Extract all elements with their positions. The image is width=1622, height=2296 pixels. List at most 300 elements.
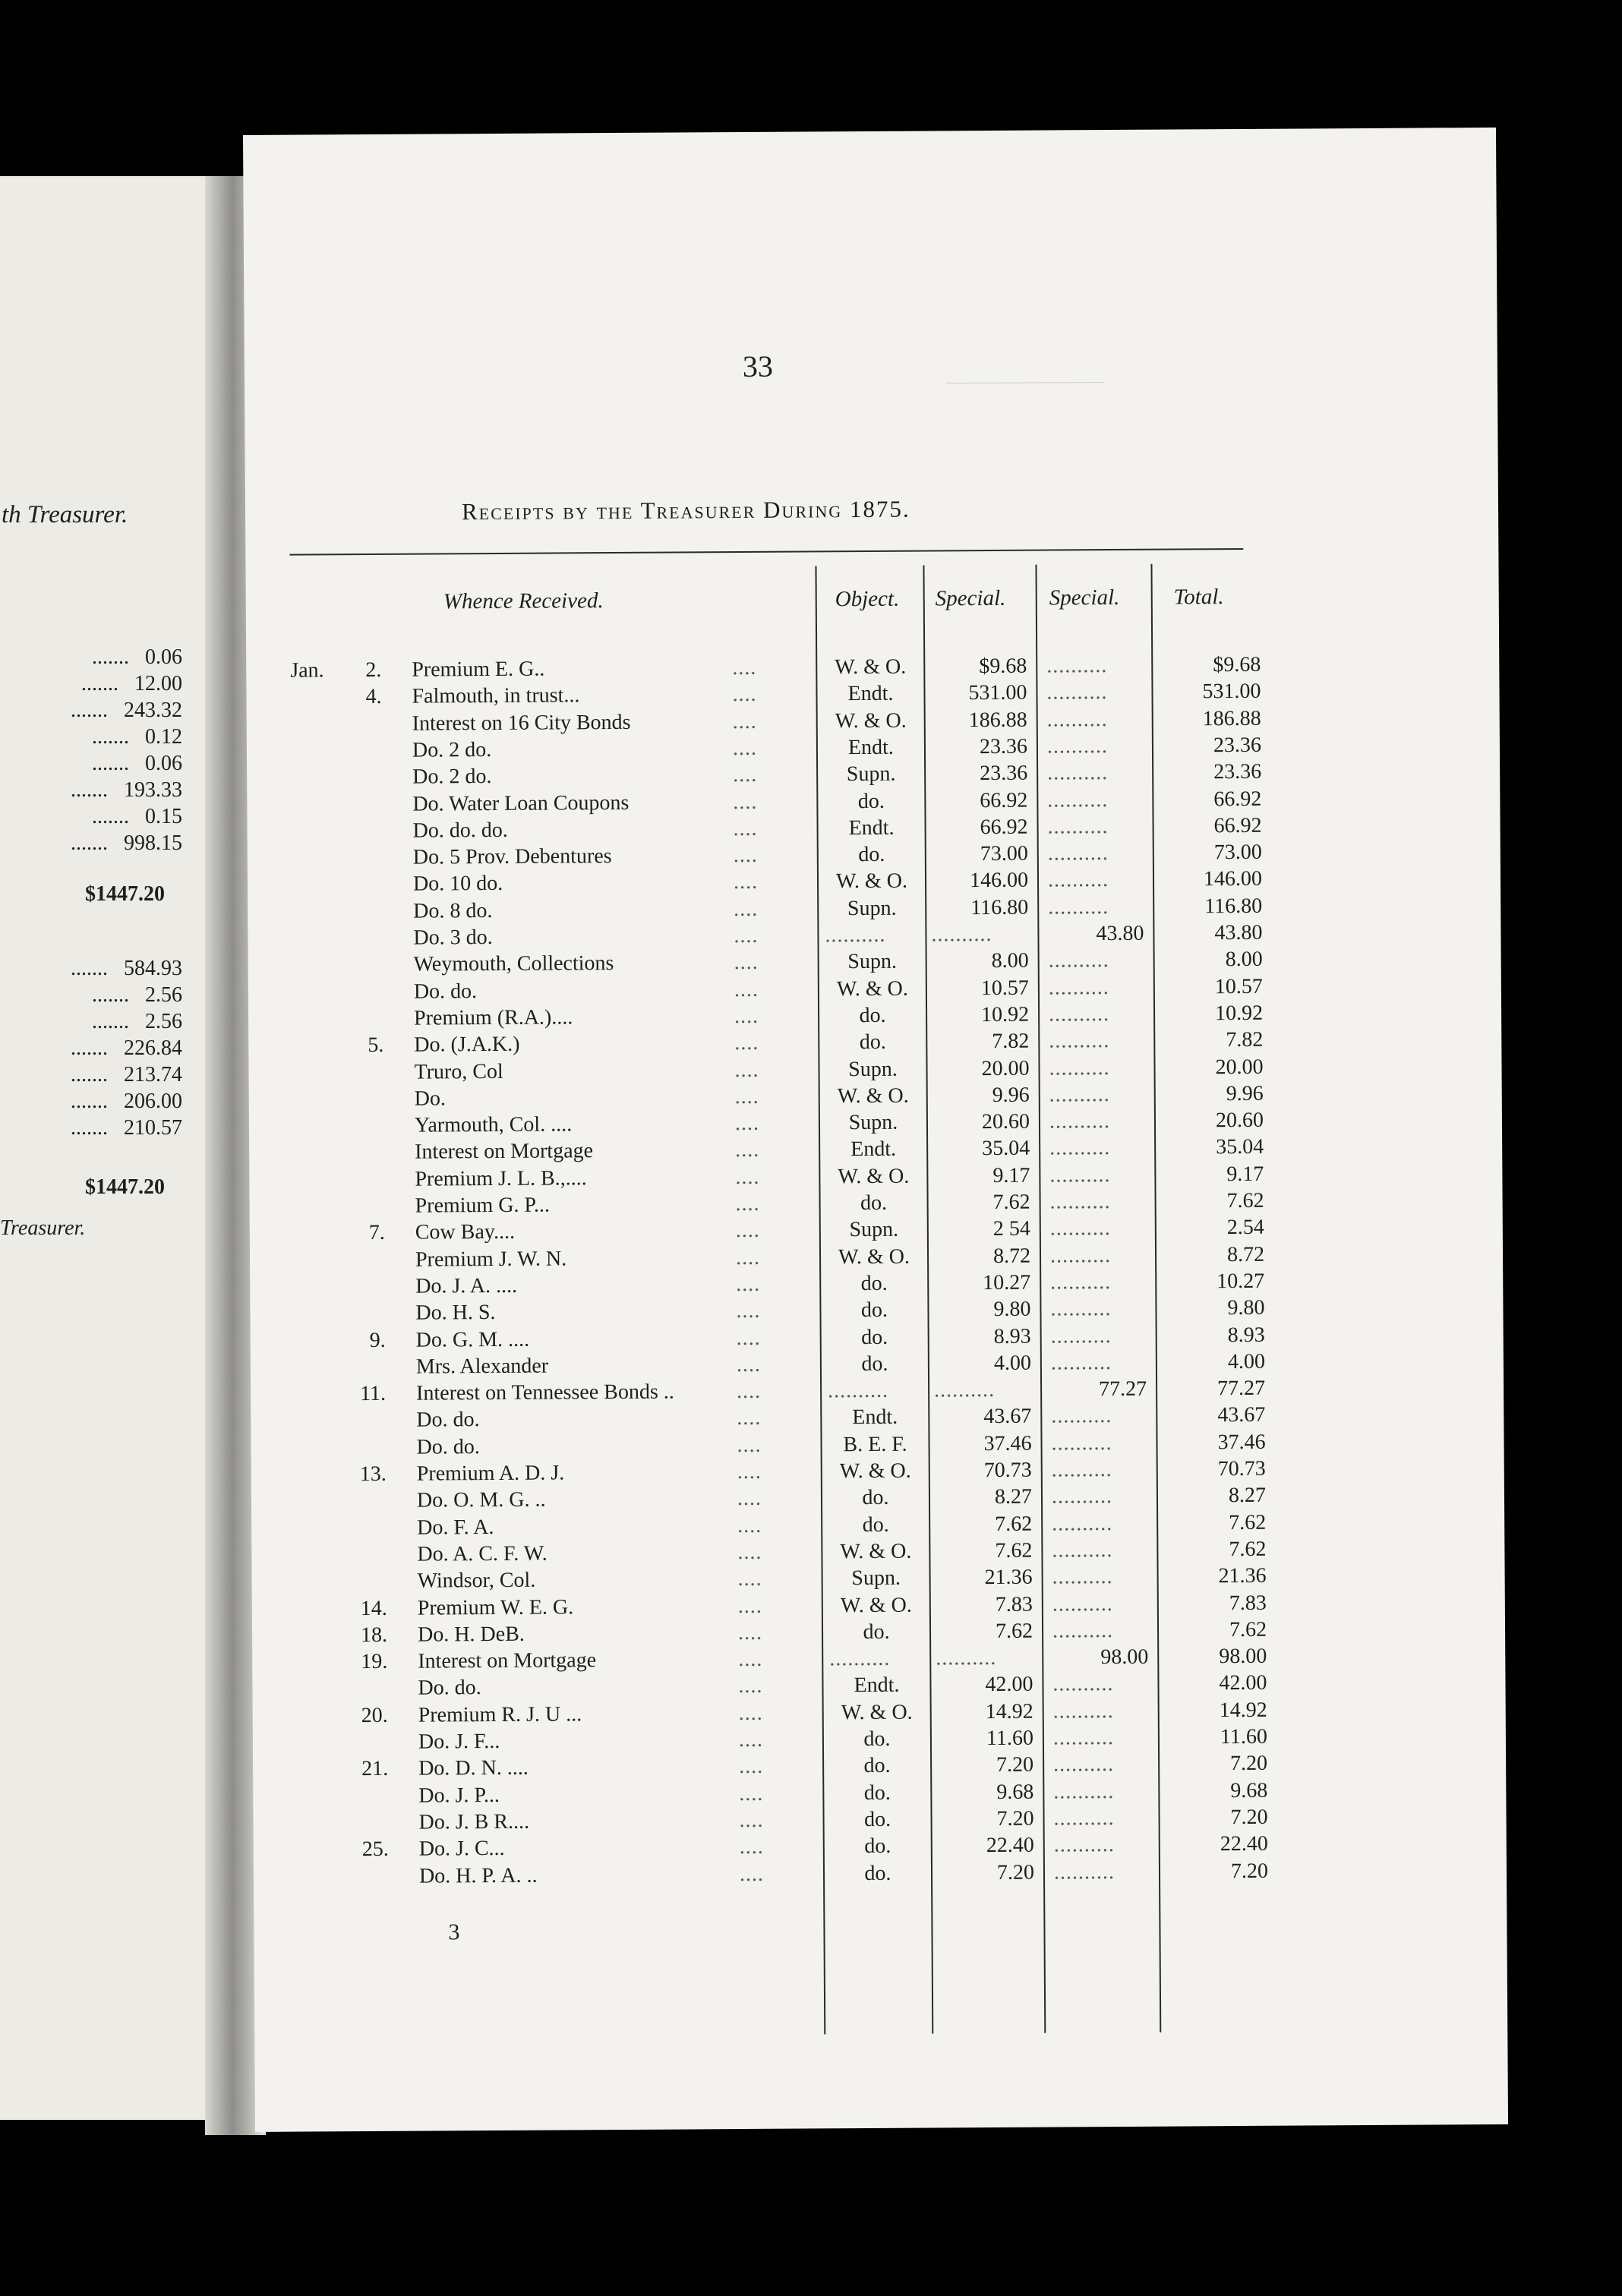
entry-total: 66.92 — [1213, 787, 1262, 812]
entry-object: W. & O. — [837, 1083, 909, 1109]
entry-object: do. — [863, 1620, 890, 1645]
leader-dots: .... — [737, 1620, 763, 1645]
leader-dots: .... — [735, 1245, 761, 1270]
entry-description: Do. 3 do. — [413, 926, 493, 950]
entry-object: Supn. — [848, 1057, 898, 1082]
entry-description: Interest on Tennessee Bonds .. — [416, 1380, 674, 1405]
entry-special-1: 70.73 — [983, 1458, 1032, 1483]
entry-object: W. & O. — [841, 1700, 913, 1725]
entry-description: Do. (J.A.K.) — [414, 1032, 520, 1057]
entry-description: Do. A. C. F. W. — [417, 1541, 548, 1566]
entry-total: 146.00 — [1203, 866, 1263, 891]
entry-object: W. & O. — [835, 708, 907, 733]
entry-special-1: 8.72 — [992, 1244, 1031, 1268]
leader-dots: .... — [733, 762, 758, 787]
leader-dots: .... — [739, 1808, 764, 1833]
leader-dots: .......... — [1049, 1163, 1111, 1187]
leader-dots: .......... — [1053, 1833, 1115, 1857]
entry-special-1: 10.57 — [980, 976, 1029, 1001]
entry-special-1: 7.83 — [995, 1592, 1033, 1616]
entry-total: 10.57 — [1214, 974, 1263, 999]
entry-special-1: 10.92 — [981, 1002, 1030, 1027]
entry-total: 10.92 — [1214, 1001, 1264, 1026]
leader-dots: .......... — [1053, 1752, 1115, 1777]
left-page-total-2: $1447.20 — [85, 1175, 165, 1199]
entry-description: Premium R. J. U ... — [418, 1702, 582, 1727]
sheet-number: 3 — [448, 1919, 460, 1945]
entry-object: Supn. — [846, 762, 896, 787]
entry-object: do. — [863, 1780, 891, 1806]
leader-dots: .... — [732, 709, 757, 734]
leader-dots: .......... — [1052, 1512, 1113, 1536]
entry-total: 2.54 — [1226, 1215, 1264, 1240]
rule-special-2 — [1035, 565, 1046, 2033]
leader-dots: .... — [737, 1594, 762, 1619]
leader-dots: .......... — [1049, 1056, 1110, 1080]
leader-dots: .... — [732, 655, 757, 680]
entry-special-1: 22.40 — [986, 1833, 1034, 1858]
entry-description: Do. J. F... — [418, 1729, 500, 1754]
entry-special-1: 8.93 — [993, 1324, 1031, 1348]
entry-object: do. — [861, 1351, 888, 1377]
leader-dots: .... — [733, 790, 758, 815]
entry-description: Premium J. W. N. — [415, 1247, 567, 1272]
entry-special-1: 14.92 — [985, 1699, 1033, 1724]
entry-special-1: 186.88 — [968, 708, 1027, 733]
entry-description: Do. Water Loan Coupons — [412, 790, 630, 816]
left-page-value: ....... 0.15 — [92, 805, 182, 828]
page-title: Receipts by the Treasurer During 1875. — [461, 495, 910, 525]
entry-description: Interest on Mortgage — [418, 1648, 597, 1673]
entry-day: 18. — [360, 1623, 388, 1648]
entry-total: 9.80 — [1227, 1295, 1265, 1320]
leader-dots: .... — [734, 897, 759, 922]
leader-dots: .... — [736, 1326, 761, 1351]
entry-object: W. & O. — [835, 869, 908, 894]
entry-total: 4.00 — [1227, 1349, 1265, 1374]
entry-special-1: 7.62 — [992, 1190, 1030, 1214]
entry-object: do. — [860, 1298, 888, 1323]
entry-object: do. — [863, 1753, 891, 1778]
entry-description: Do. O. M. G. .. — [416, 1487, 546, 1512]
leader-dots: .... — [734, 1084, 759, 1109]
left-page-value: ....... 998.15 — [71, 831, 182, 855]
leader-dots: .......... — [1053, 1860, 1116, 1884]
entry-total: 9.96 — [1226, 1081, 1264, 1106]
entry-object: Endt. — [854, 1673, 900, 1698]
entry-total: 11.60 — [1220, 1724, 1268, 1749]
entry-description: Premium J. L. B.,.... — [415, 1166, 587, 1191]
leader-dots: .... — [734, 950, 759, 975]
entry-description: Do. J. B R.... — [418, 1809, 530, 1834]
entry-description: Truro, Col — [414, 1059, 503, 1084]
leader-dots: .... — [735, 1191, 760, 1216]
leader-dots: .......... — [825, 922, 886, 948]
leader-dots: .......... — [936, 1645, 997, 1670]
entry-special-1: 35.04 — [982, 1136, 1030, 1161]
entry-object: Supn. — [851, 1566, 901, 1591]
left-page-value: ....... 243.32 — [71, 699, 182, 722]
leader-dots: .... — [735, 1218, 760, 1243]
entry-special-1: 11.60 — [986, 1726, 1034, 1751]
entry-description: Premium G. P... — [415, 1193, 551, 1218]
leader-dots: .......... — [1052, 1592, 1113, 1616]
leader-dots: .... — [737, 1433, 762, 1458]
entry-total: 77.27 — [1217, 1376, 1266, 1401]
entry-special-1: 2 54 — [992, 1216, 1030, 1241]
entry-special-1: 21.36 — [984, 1565, 1033, 1590]
entry-description: Do. 5 Prov. Debentures — [412, 844, 612, 869]
entry-special-1: 9.96 — [992, 1083, 1030, 1107]
leader-dots: .... — [735, 1165, 760, 1190]
entry-total: 8.27 — [1228, 1483, 1267, 1508]
entry-total: 8.00 — [1225, 947, 1263, 972]
leader-dots: .......... — [1046, 680, 1108, 705]
entry-total: 98.00 — [1219, 1644, 1267, 1669]
entry-object: do. — [859, 1003, 886, 1028]
entry-total: 42.00 — [1219, 1670, 1267, 1695]
leader-dots: .... — [738, 1647, 763, 1672]
entry-total: 23.36 — [1213, 759, 1262, 784]
leader-dots: .... — [733, 843, 758, 868]
entry-total: 22.40 — [1220, 1831, 1268, 1856]
entry-special-1: 9.68 — [996, 1780, 1034, 1804]
entry-special-1: 7.20 — [996, 1860, 1035, 1884]
leader-dots: .......... — [934, 1377, 996, 1402]
entry-object: W. & O. — [840, 1539, 912, 1564]
entry-day: 14. — [360, 1596, 387, 1621]
entry-total: 7.20 — [1230, 1751, 1268, 1776]
leader-dots: .......... — [1051, 1484, 1113, 1509]
entry-description: Do. F. A. — [417, 1515, 494, 1540]
entry-object: W. & O. — [835, 654, 907, 680]
entry-total: 7.20 — [1230, 1859, 1269, 1884]
entry-total: 37.46 — [1217, 1430, 1266, 1455]
leader-dots: .... — [733, 869, 759, 894]
entry-total: 21.36 — [1218, 1563, 1267, 1588]
col-head-total: Total. — [1173, 585, 1224, 610]
entry-description: Falmouth, in trust... — [412, 683, 580, 708]
leader-dots: .... — [738, 1673, 763, 1698]
entry-description: Yarmouth, Col. .... — [414, 1112, 573, 1137]
entry-description: Do. 10 do. — [412, 871, 503, 896]
leader-dots: .... — [737, 1405, 762, 1430]
entry-total: 23.36 — [1213, 733, 1262, 758]
entry-day: 7. — [368, 1220, 385, 1245]
entry-day: 4. — [365, 684, 382, 709]
leader-dots: .......... — [1047, 815, 1109, 839]
entry-description: Do. H. DeB. — [417, 1622, 525, 1647]
leader-dots: .... — [735, 1137, 760, 1162]
entry-object: W. & O. — [840, 1593, 912, 1618]
left-page-value: ....... 0.06 — [92, 645, 182, 669]
entry-description: Premium W. E. G. — [417, 1595, 574, 1620]
entry-object: do. — [862, 1512, 889, 1538]
entry-object: do. — [864, 1834, 891, 1859]
entry-total: 531.00 — [1202, 679, 1261, 704]
entry-description: Do. 2 do. — [412, 738, 492, 762]
entry-special-1: 531.00 — [968, 680, 1027, 705]
entry-special-1: 7.82 — [992, 1029, 1030, 1053]
left-page-value: ....... 206.00 — [71, 1090, 182, 1113]
entry-total: 116.80 — [1204, 894, 1263, 919]
leader-dots: .......... — [1050, 1270, 1112, 1295]
leader-dots: .... — [736, 1352, 761, 1377]
leader-dots: .......... — [1048, 1002, 1110, 1027]
leader-dots: .......... — [1047, 761, 1109, 785]
leader-dots: .... — [737, 1540, 762, 1565]
entry-special-1: 7.20 — [996, 1752, 1034, 1777]
entry-total: 7.20 — [1230, 1805, 1268, 1830]
facing-left-page — [0, 176, 220, 2120]
leader-dots: .......... — [1048, 976, 1109, 1000]
leader-dots: .......... — [829, 1646, 891, 1671]
leader-dots: .......... — [1046, 654, 1108, 678]
entry-description: Do. J. C... — [418, 1836, 505, 1861]
entry-total: 8.93 — [1227, 1323, 1265, 1348]
leader-dots: .......... — [1047, 868, 1109, 892]
entry-object: do. — [864, 1861, 891, 1886]
leader-dots: .... — [737, 1379, 762, 1404]
entry-special-2: 98.00 — [1100, 1645, 1149, 1670]
leader-dots: .......... — [1046, 708, 1108, 732]
entry-day: 11. — [360, 1381, 387, 1406]
entry-object: do. — [858, 842, 885, 867]
entry-total: 35.04 — [1216, 1134, 1264, 1159]
entry-object: Endt. — [847, 735, 894, 760]
entry-object: Supn. — [847, 949, 898, 974]
left-page-value: ....... 226.84 — [71, 1036, 182, 1060]
col-head-special-2: Special. — [1049, 585, 1120, 610]
leader-dots: .... — [734, 1058, 759, 1083]
col-head-whence: Whence Received. — [443, 588, 604, 614]
entry-object: B. E. F. — [843, 1432, 907, 1457]
entry-special-1: 23.36 — [980, 761, 1028, 786]
entry-day: 19. — [361, 1649, 388, 1674]
leader-dots: .......... — [1049, 1083, 1110, 1107]
entry-total: 7.62 — [1229, 1537, 1267, 1562]
entry-total: 7.62 — [1229, 1510, 1267, 1535]
entry-description: Premium E. G.. — [412, 657, 545, 682]
entry-object: do. — [861, 1325, 888, 1350]
entry-special-1: 7.62 — [995, 1619, 1033, 1643]
leader-dots: .......... — [1049, 1136, 1111, 1160]
entry-description: Mrs. Alexander — [415, 1354, 549, 1379]
entry-object: Supn. — [847, 896, 897, 921]
entry-day: 20. — [361, 1703, 388, 1728]
entry-special-1: 20.00 — [981, 1056, 1030, 1081]
ledger-page — [243, 128, 1508, 2132]
entry-total: 43.80 — [1214, 920, 1263, 945]
entry-special-1: 8.00 — [991, 948, 1029, 973]
entry-special-1: 8.27 — [994, 1484, 1033, 1509]
leader-dots: .......... — [1051, 1458, 1112, 1482]
entry-special-1: 9.80 — [993, 1297, 1031, 1321]
entry-description: Cow Bay.... — [415, 1219, 516, 1244]
leader-dots: .......... — [1052, 1538, 1113, 1563]
leader-dots: .... — [739, 1834, 764, 1859]
col-head-special-1: Special. — [935, 585, 1006, 611]
entry-special-1: 4.00 — [993, 1351, 1031, 1375]
leader-dots: .......... — [1049, 1190, 1111, 1214]
page-number: 33 — [742, 348, 774, 383]
entry-total: 73.00 — [1213, 840, 1262, 865]
entry-description: Do. do. — [416, 1435, 480, 1459]
entry-object: do. — [859, 1030, 886, 1055]
entry-object: do. — [860, 1191, 888, 1216]
leader-dots: .......... — [1052, 1565, 1113, 1589]
entry-special-2: 77.27 — [1099, 1377, 1147, 1402]
left-page-value: ....... 12.00 — [81, 672, 182, 695]
left-page-value: ....... 2.56 — [92, 1010, 182, 1033]
entry-special-1: 7.62 — [995, 1538, 1033, 1563]
entry-object: W. & O. — [839, 1459, 911, 1484]
entry-description: Do. do. do. — [412, 818, 508, 843]
entry-day: 13. — [359, 1462, 387, 1487]
leader-dots: .... — [733, 816, 758, 841]
entry-object: Supn. — [849, 1217, 899, 1242]
leader-dots: .......... — [1049, 1244, 1112, 1268]
entry-special-1: 42.00 — [985, 1672, 1033, 1697]
entry-total: 66.92 — [1213, 813, 1262, 838]
entry-special-1: 9.17 — [992, 1163, 1030, 1187]
entry-description: Do. 2 do. — [412, 765, 492, 789]
leader-dots: .... — [737, 1486, 762, 1511]
entry-description: Do. do. — [418, 1676, 481, 1700]
entry-total: 7.62 — [1226, 1188, 1264, 1213]
bleed-through-text: ‾‾‾‾‾‾‾‾‾‾‾‾‾‾‾‾‾‾‾‾‾‾ — [946, 380, 1103, 405]
entry-special-1: 73.00 — [980, 841, 1028, 866]
left-page-value: ....... 2.56 — [92, 983, 182, 1007]
entry-special-1: 10.27 — [983, 1270, 1031, 1295]
left-page-value: ....... 0.06 — [92, 752, 182, 775]
leader-dots: .......... — [1050, 1297, 1112, 1321]
entry-total: $9.68 — [1213, 652, 1261, 677]
month-label: Jan. — [290, 658, 324, 683]
leader-dots: .......... — [1049, 1029, 1110, 1053]
leader-dots: .... — [732, 736, 758, 761]
entry-object: W. & O. — [836, 976, 908, 1001]
entry-object: Endt. — [848, 815, 895, 840]
leader-dots: .... — [736, 1272, 761, 1297]
entry-total: 10.27 — [1216, 1269, 1265, 1294]
left-page-header: th Treasurer. — [2, 501, 128, 528]
entry-description: Do. G. M. .... — [415, 1327, 530, 1352]
leader-dots: .......... — [1049, 1216, 1111, 1241]
entry-description: Do. do. — [413, 979, 478, 1004]
entry-object: W. & O. — [838, 1244, 910, 1269]
entry-object: do. — [863, 1727, 891, 1752]
entry-object: Supn. — [848, 1110, 898, 1135]
entry-total: 70.73 — [1217, 1456, 1266, 1481]
leader-dots: .... — [734, 1030, 759, 1055]
left-page-value: ....... 210.57 — [71, 1116, 182, 1140]
leader-dots: .... — [734, 1111, 760, 1136]
title-rule — [289, 548, 1243, 556]
entry-special-1: $9.68 — [979, 654, 1027, 679]
entry-object: W. & O. — [838, 1164, 910, 1189]
entry-special-1: 23.36 — [979, 734, 1028, 759]
entry-object: do. — [857, 789, 885, 814]
leader-dots: .......... — [1050, 1351, 1112, 1375]
leader-dots: .... — [737, 1566, 762, 1591]
entry-total: 7.62 — [1229, 1617, 1267, 1642]
leader-dots: .......... — [1052, 1726, 1115, 1750]
entry-description: Do. J. A. .... — [415, 1273, 518, 1298]
leader-dots: .......... — [1052, 1699, 1114, 1724]
entry-object: do. — [863, 1807, 891, 1832]
leader-dots: .... — [739, 1781, 764, 1806]
leader-dots: .... — [739, 1754, 764, 1779]
left-page-value: ....... 584.93 — [71, 957, 182, 980]
leader-dots: .......... — [1046, 734, 1109, 758]
leader-dots: .... — [737, 1513, 762, 1538]
entry-total: 9.68 — [1230, 1778, 1268, 1803]
left-page-total-1: $1447.20 — [85, 882, 165, 906]
entry-description: Do. do. — [416, 1408, 480, 1432]
entry-total: 9.17 — [1226, 1162, 1264, 1187]
entry-special-1: 37.46 — [983, 1431, 1032, 1456]
entry-special-1: 146.00 — [969, 868, 1029, 893]
entry-description: Do. H. P. A. .. — [418, 1863, 538, 1888]
entry-total: 8.72 — [1226, 1242, 1265, 1267]
entry-description: Do. J. P... — [418, 1783, 500, 1808]
leader-dots: .......... — [1053, 1780, 1115, 1804]
leader-dots: .......... — [1051, 1431, 1112, 1456]
entry-total: 20.60 — [1215, 1108, 1264, 1133]
entry-description: Do. H. S. — [415, 1300, 496, 1325]
entry-special-1: 7.20 — [996, 1806, 1034, 1831]
entry-special-1: 43.67 — [983, 1404, 1032, 1429]
leader-dots: .......... — [828, 1378, 889, 1403]
entry-special-1: 7.62 — [995, 1512, 1033, 1536]
entry-description: Interest on Mortgage — [415, 1139, 594, 1164]
leader-dots: .......... — [1053, 1806, 1115, 1831]
left-page-value: ....... 213.74 — [71, 1063, 182, 1086]
entry-description: Do. 8 do. — [413, 899, 493, 923]
leader-dots: .... — [738, 1701, 763, 1726]
entry-description: Premium A. D. J. — [416, 1461, 565, 1486]
entry-special-2: 43.80 — [1096, 921, 1144, 946]
leader-dots: .......... — [1048, 948, 1109, 973]
entry-description: Interest on 16 City Bonds — [412, 710, 631, 736]
leader-dots: .... — [738, 1727, 764, 1752]
entry-special-1: 66.92 — [980, 788, 1028, 813]
leader-dots: .......... — [1048, 895, 1109, 919]
leader-dots: .... — [734, 923, 759, 948]
entry-special-1: 66.92 — [980, 815, 1028, 840]
entry-day: 2. — [365, 658, 382, 683]
leader-dots: .... — [734, 977, 759, 1002]
left-page-value: ....... 0.12 — [92, 725, 182, 749]
entry-object: Endt. — [850, 1137, 897, 1162]
entry-total: 43.67 — [1217, 1402, 1266, 1427]
entry-description: Windsor, Col. — [417, 1568, 536, 1593]
entry-description: Do. D. N. .... — [418, 1755, 529, 1780]
left-page-value: ....... 193.33 — [71, 778, 182, 802]
entry-object: do. — [862, 1485, 889, 1510]
entry-day: 25. — [361, 1837, 389, 1862]
entry-description: Premium (R.A.).... — [414, 1005, 573, 1030]
entry-special-1: 116.80 — [970, 895, 1029, 920]
leader-dots: .... — [732, 682, 757, 707]
leader-dots: .... — [734, 1004, 759, 1029]
entry-day: 5. — [368, 1033, 384, 1058]
leader-dots: .... — [737, 1459, 762, 1484]
entry-day: 21. — [361, 1756, 389, 1781]
entry-object: Endt. — [852, 1405, 898, 1430]
entry-total: 7.83 — [1229, 1591, 1267, 1616]
